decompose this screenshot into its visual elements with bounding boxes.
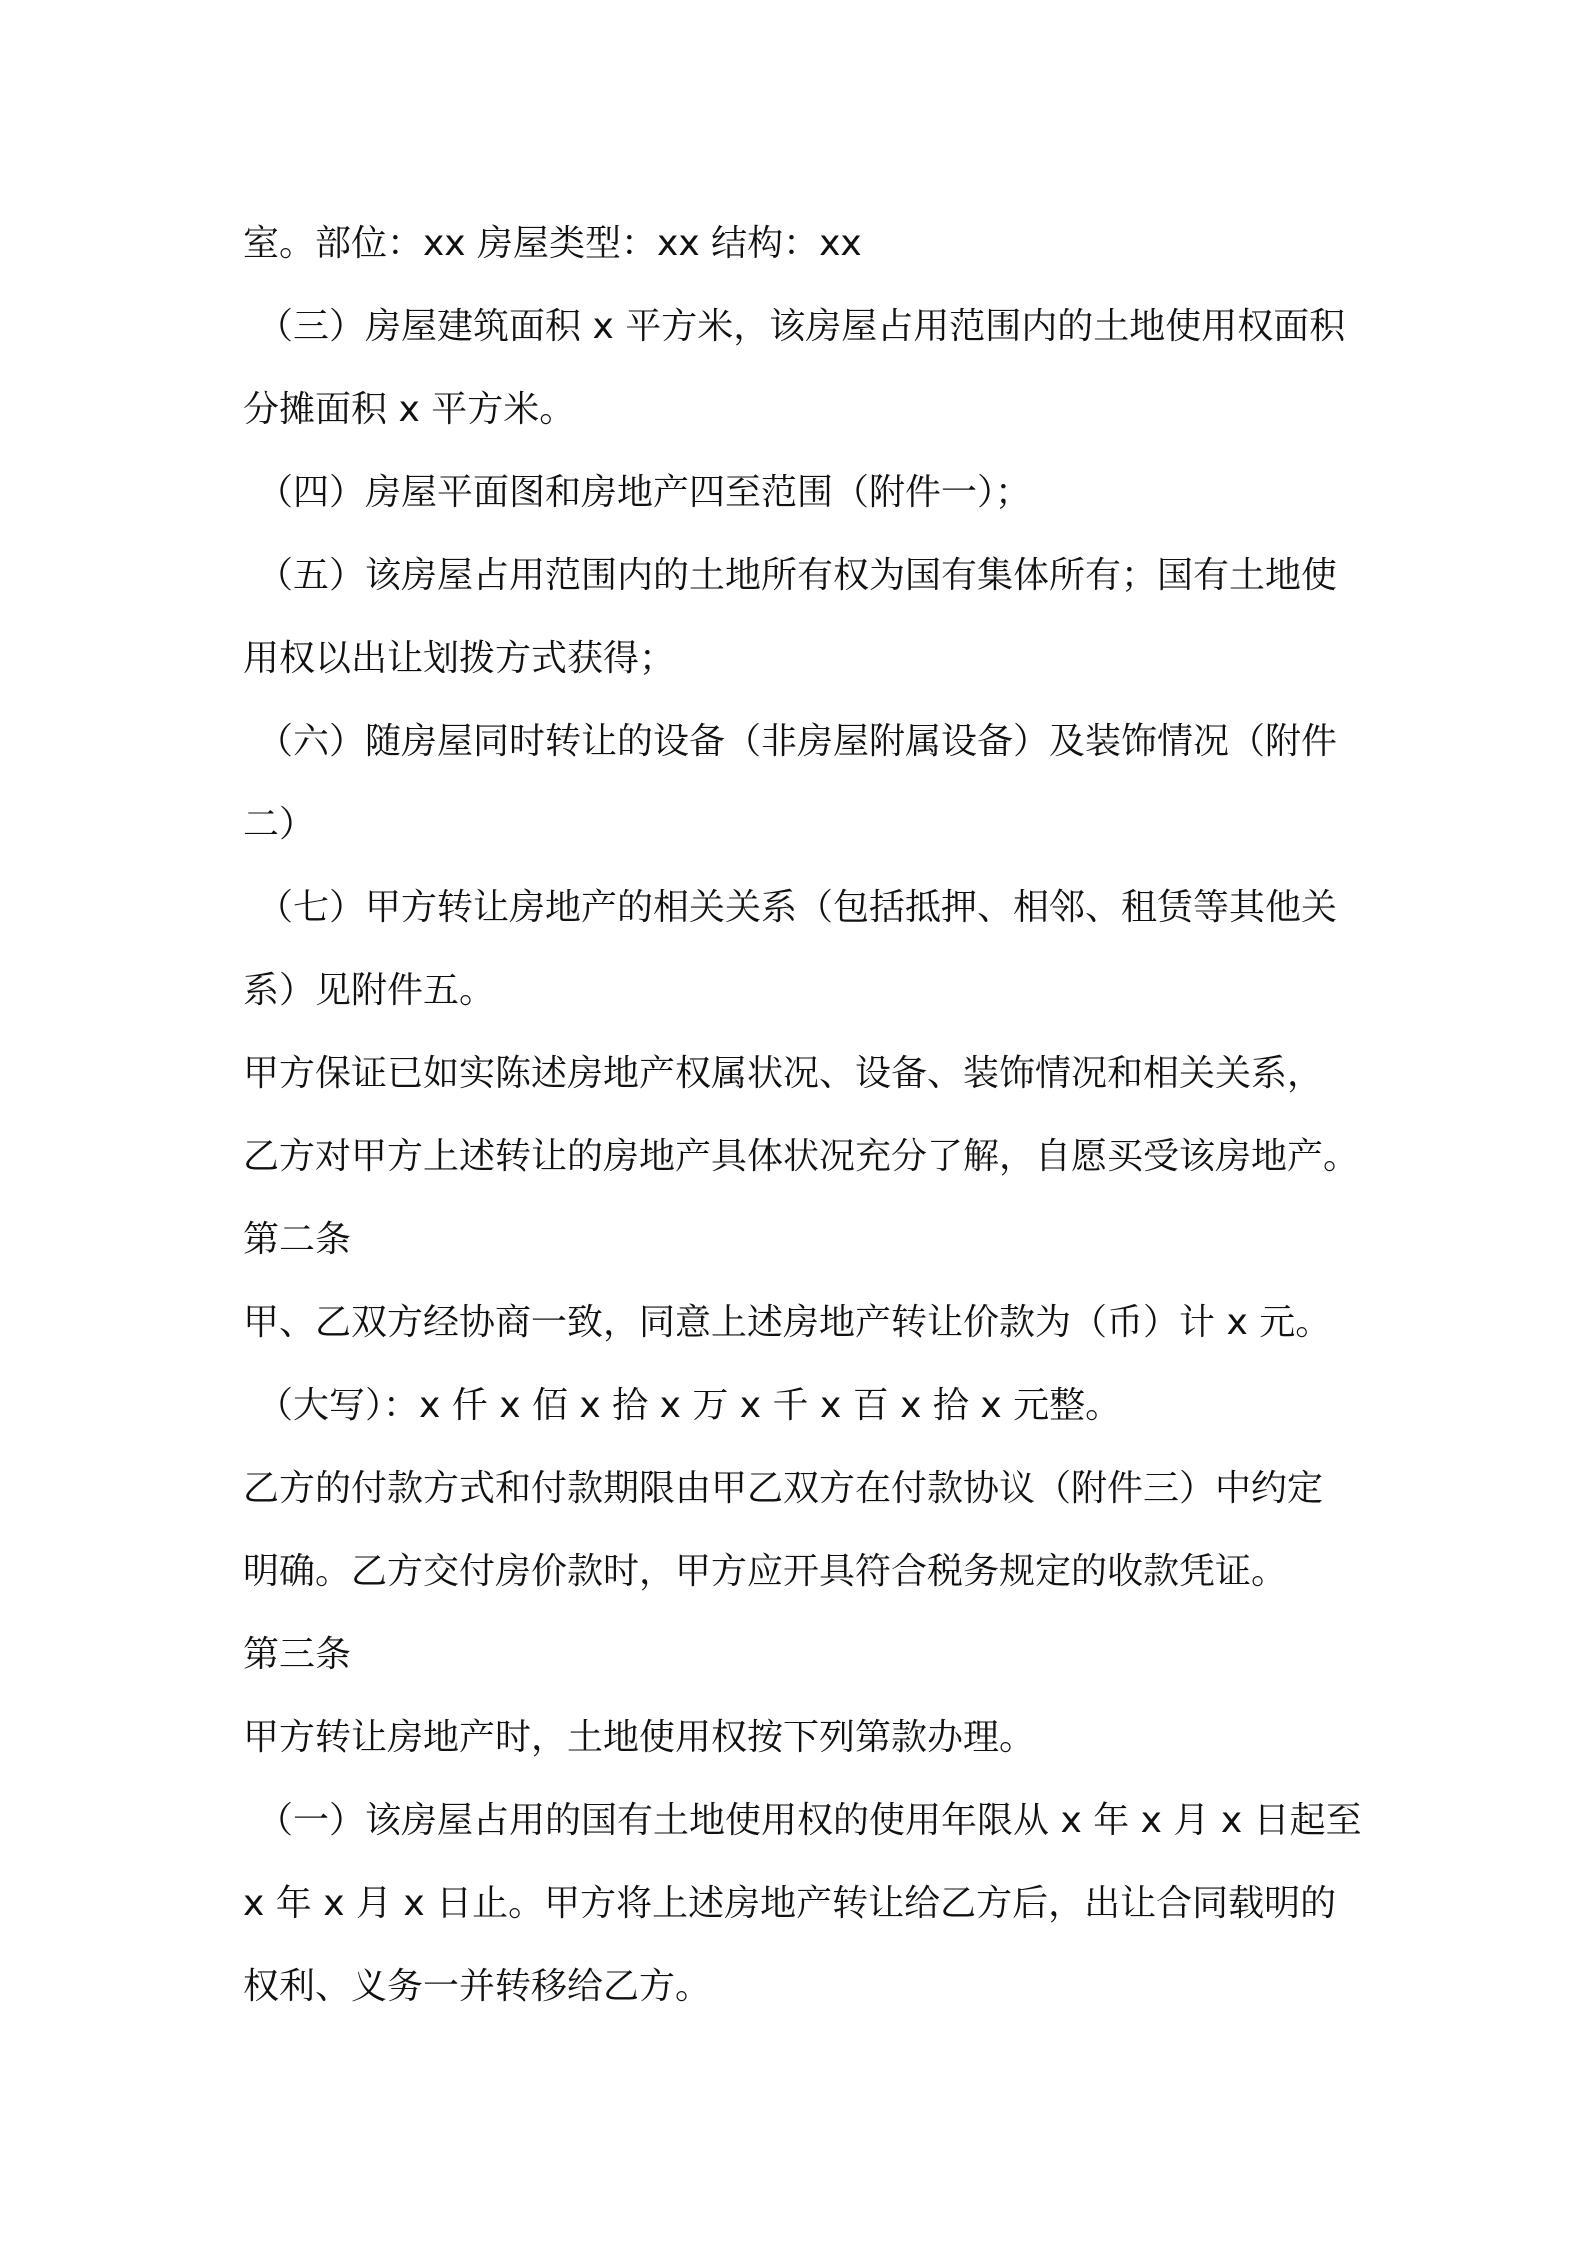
text-line: （一）该房屋占用的国有土地使用权的使用年限从 x 年 x 月 x 日起至 [257, 1800, 1362, 1841]
text-line: x 年 x 月 x 日止。甲方将上述房地产转让给乙方后，出让合同载明的 [243, 1883, 1337, 1924]
text-line: （七）甲方转让房地产的相关关系（包括抵押、相邻、租赁等其他关 [257, 887, 1338, 928]
document-body [243, 202, 1383, 2028]
article-heading: 第二条 [243, 1219, 352, 1260]
text-line: 甲、乙双方经协商一致，同意上述房地产转让价款为（币）计 x 元。 [243, 1302, 1332, 1343]
text-line: （四）房屋平面图和房地产四至范围（附件一）； [257, 472, 1032, 513]
text-line: 室。部位：xx 房屋类型：xx 结构：xx [243, 223, 862, 264]
text-line: （大写）：x 仟 x 佰 x 拾 x 万 x 千 x 百 x 拾 x 元整。 [257, 1385, 1122, 1426]
text-line: 明确。乙方交付房价款时，甲方应开具符合税务规定的收款凭证。 [243, 1551, 1288, 1592]
text-line: （五）该房屋占用范围内的土地所有权为国有集体所有；国有土地使 [257, 555, 1338, 596]
text-line: 权利、义务一并转移给乙方。 [243, 1966, 712, 2007]
article-heading: 第三条 [243, 1634, 352, 1675]
text-line: 系）见附件五。 [243, 970, 496, 1011]
text-line: 用权以出让划拨方式获得； [243, 638, 676, 679]
text-line: （六）随房屋同时转让的设备（非房屋附属设备）及装饰情况（附件 [257, 721, 1338, 762]
text-line: 甲方转让房地产时，土地使用权按下列第款办理。 [243, 1717, 1036, 1758]
text-line: （三）房屋建筑面积 x 平方米，该房屋占用范围内的土地使用权面积 [257, 306, 1346, 347]
text-line: 分摊面积 x 平方米。 [243, 389, 576, 430]
text-line: 乙方的付款方式和付款期限由甲乙双方在付款协议（附件三）中约定 [243, 1468, 1324, 1509]
text-line: 二） [243, 804, 316, 845]
text-line: 乙方对甲方上述转让的房地产具体状况充分了解，自愿买受该房地产。 [243, 1136, 1360, 1177]
text-line: 甲方保证已如实陈述房地产权属状况、设备、装饰情况和相关关系， [243, 1053, 1324, 1094]
